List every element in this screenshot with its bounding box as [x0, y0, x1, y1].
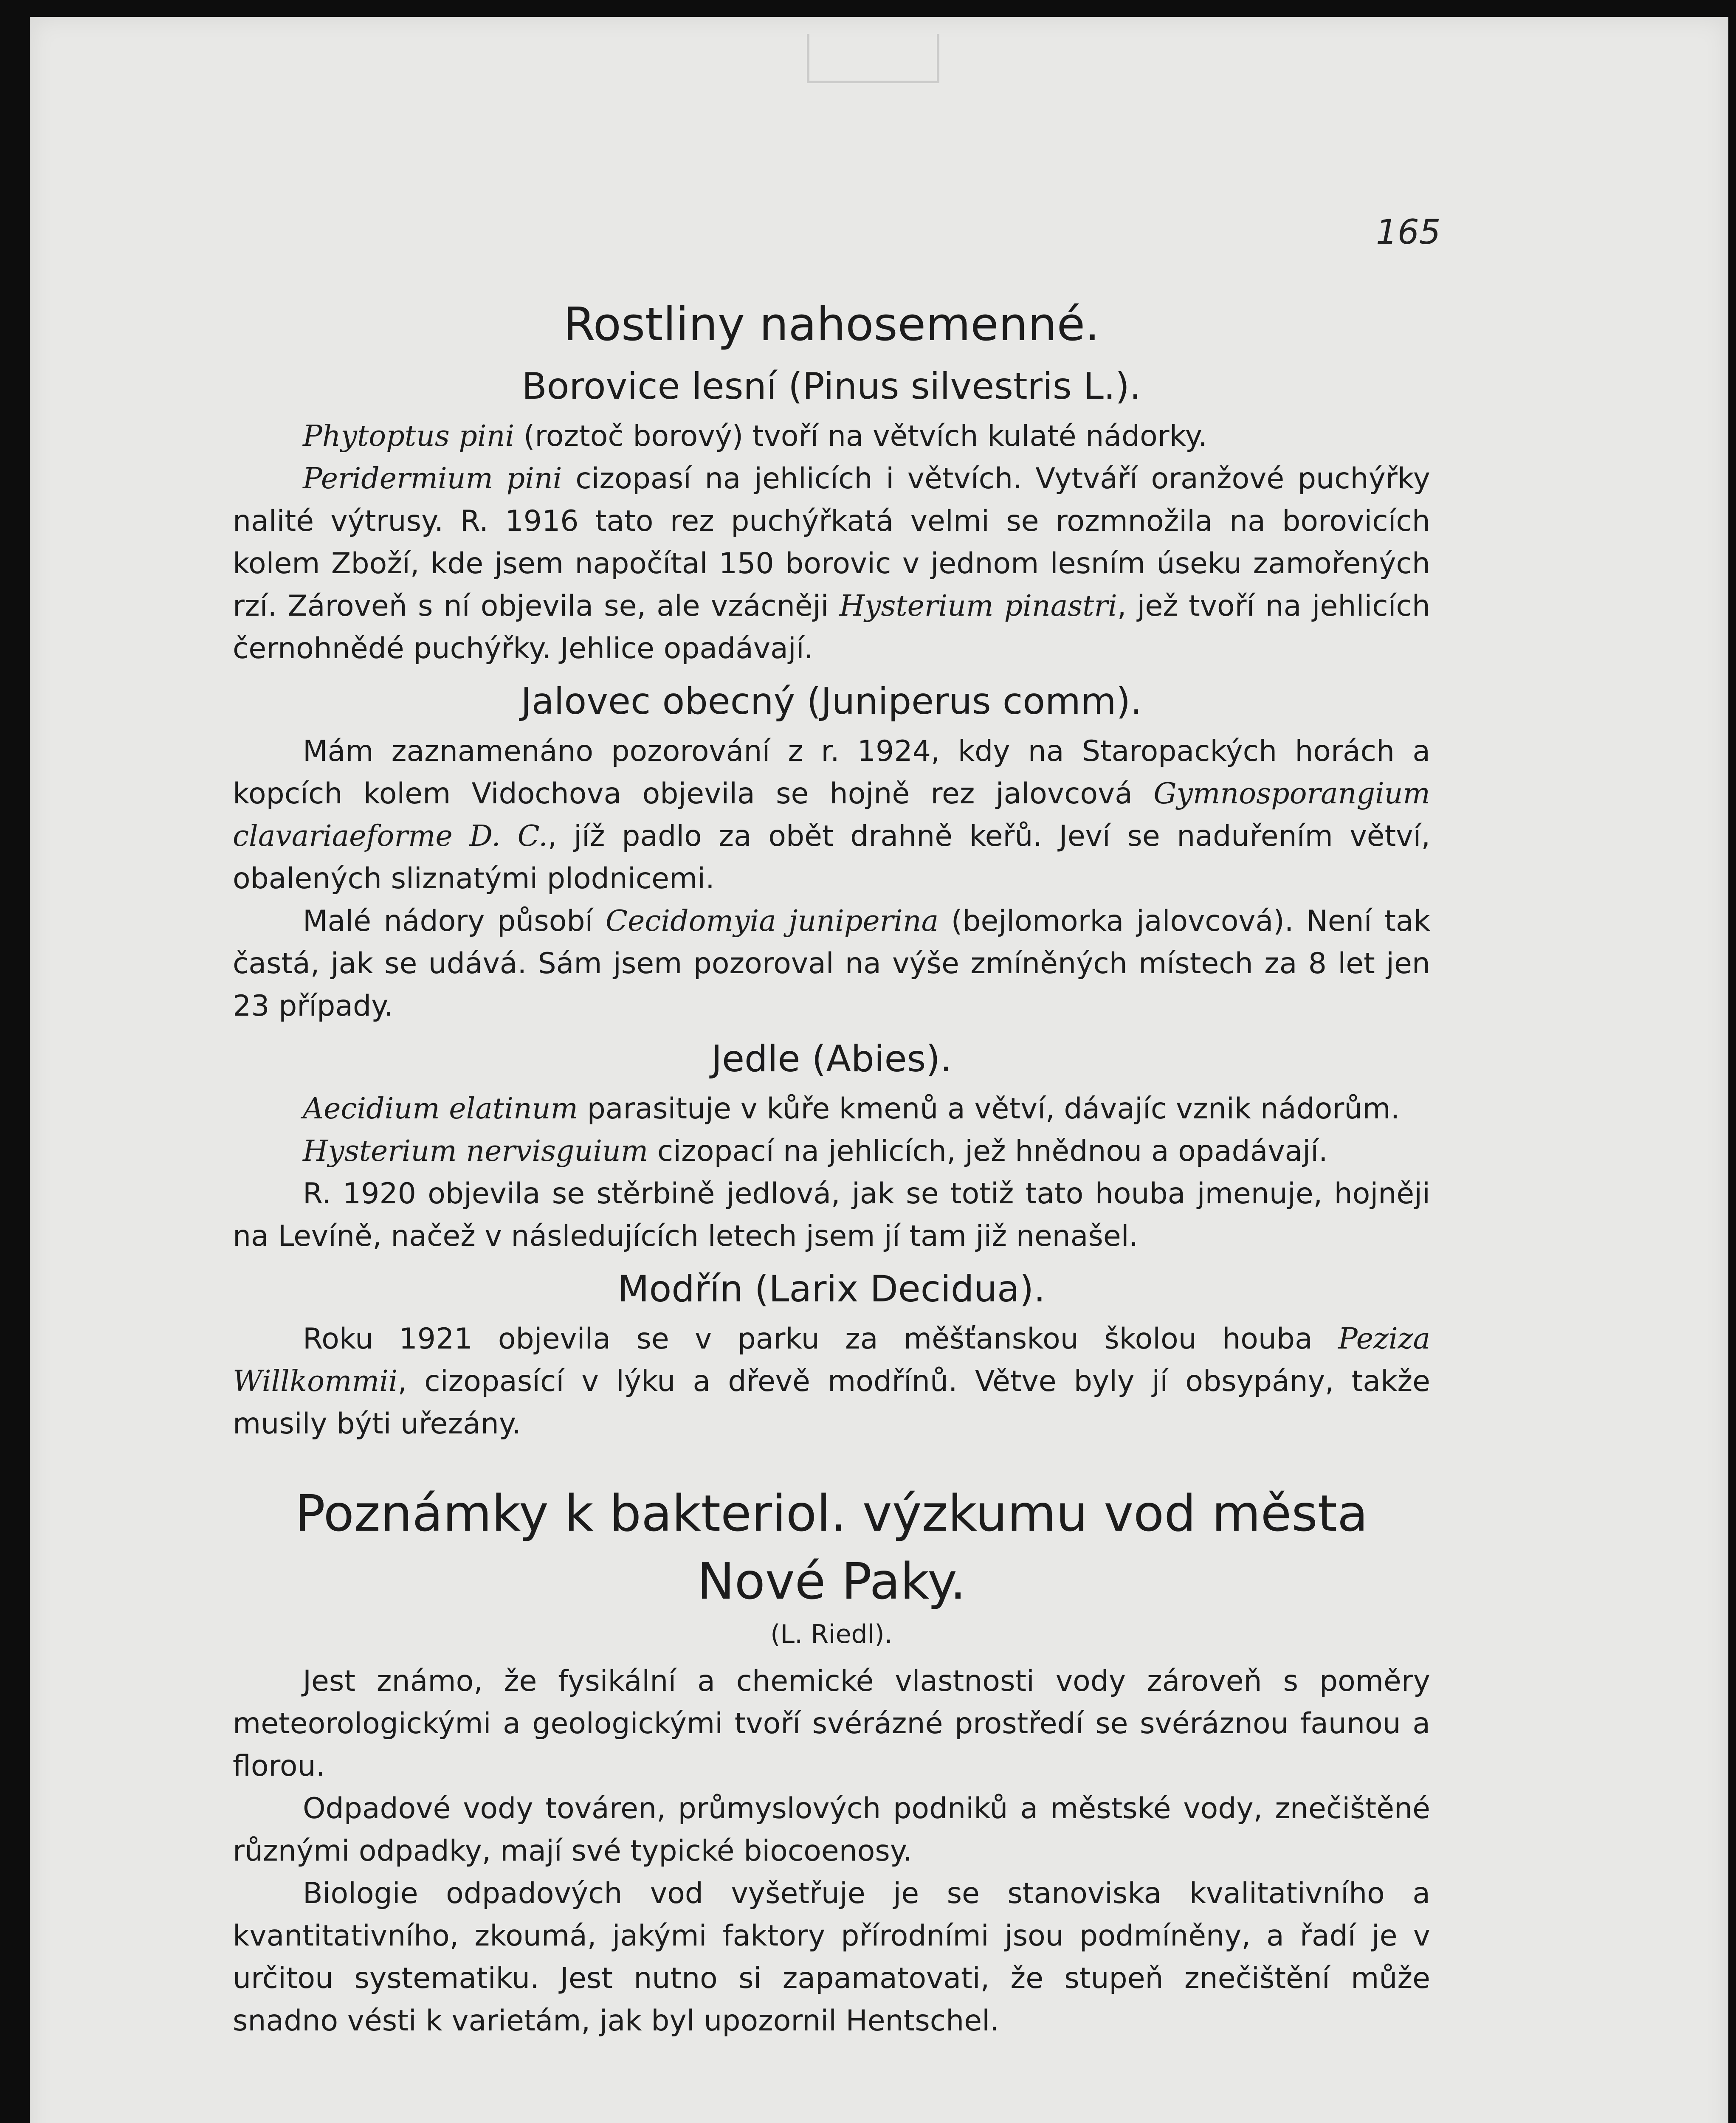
paragraph-peridermium: [233, 458, 1430, 670]
article-title-line2: Nové Paky.: [697, 1552, 966, 1611]
heading-pinus: Borovice lesní (Pinus silvestris L.).: [521, 365, 1141, 408]
paragraph-text: (roztoč borový) tvoří na větvích kulaté nádorky.: [514, 420, 1207, 453]
paragraph-intro: Jest známo, že fysikální a chemické vlastnosti vody zároveň s poměry meteorologickými a geologickými tvoří svérázné prostředí se svéráznou faunou a florou.: [233, 1664, 1430, 1783]
paragraph-hysterium: [233, 1130, 1430, 1173]
latin-name: Peridermium pini: [303, 462, 562, 496]
paragraph-text: , jež tvoří na jehlicích černohnědé puchýřky. Jehlice opadávají.: [233, 589, 1431, 665]
latin-name: Phytoptus pini: [303, 420, 515, 453]
latin-name: Cecidomyia juniperina: [606, 904, 939, 938]
latin-name: Aecidium elatinum: [303, 1092, 578, 1126]
paragraph-text: , cizopasící v lýku a dřevě modřínů. Větve byly jí obsypány, takže musily býti uřezány.: [233, 1365, 1430, 1441]
heading-larix: Modřín (Larix Decidua).: [617, 1268, 1046, 1310]
latin-name: Gymnosporangium clavariaeforme D. C.: [233, 777, 1430, 853]
paragraph-peziza: [233, 1318, 1430, 1445]
paragraph-text: (bejlomorka jalovcová). Není tak častá, jak se udává. Sám jsem pozoroval na výše zmíněných místech za 8 let jen 23 případy.: [233, 904, 1430, 1023]
paragraph-gymnosporangium: [233, 730, 1430, 900]
paragraph-text: Roku 1921 objevila se v parku za měšťanskou školou houba: [303, 1322, 1339, 1356]
article-author: (L. Riedl).: [770, 1619, 893, 1649]
scan-edge: [0, 0, 13, 2123]
page-content: [233, 297, 1430, 2042]
book-page: [30, 17, 1728, 2123]
paragraph-text: cizopasí na jehlicích i větvích. Vytváří oranžové puchýřky nalité výtrusy. R. 1916 tato rez puchýřkatá velmi se rozmnožila na borovicích kolem Zboží, kde jsem napočítal 150 borovic v jednom lesním úseku zamořených rzí. Zároveň s ní objevila se, ale vzácněji: [233, 462, 1430, 623]
paragraph-text: Malé nádory působí: [303, 904, 606, 938]
paragraph-phytoptus: [233, 415, 1430, 458]
heading-juniperus: Jalovec obecný (Juniperus comm).: [521, 680, 1142, 723]
article-title-line1: Poznámky k bakteriol. výzkumu vod města: [295, 1484, 1368, 1543]
paragraph-aecidium: [233, 1088, 1430, 1130]
paragraph-text: parasituje v kůře kmenů a větví, dávajíc vznik nádorům.: [578, 1092, 1400, 1126]
paragraph-cecidomyia: [233, 900, 1430, 1028]
latin-name: Hysterium pinastri: [839, 589, 1117, 623]
paragraph-text: , jíž padlo za obět drahně keřů. Jeví se naduřením větví, obalených sliznatými plodnicemi.: [233, 819, 1430, 895]
paragraph-text: Mám zaznamenáno pozorování z r. 1924, kdy na Staropackých horách a kopcích kolem Vidochova objevila se hojně rez jalovcová: [233, 735, 1430, 811]
page-number: 165: [1376, 212, 1441, 252]
scan-artifact: [807, 34, 939, 83]
latin-name: Hysterium nervisguium: [303, 1135, 648, 1168]
paragraph-levin: R. 1920 objevila se stěrbině jedlová, jak se totiž tato houba jmenuje, hojněji na Levíně, načež v následujících letech jsem jí tam již nenašel.: [233, 1177, 1430, 1253]
paragraph-text: cizopací na jehlicích, jež hnědnou a opadávají.: [648, 1135, 1328, 1168]
article-title: [233, 1479, 1430, 1615]
section-title-gymnosperms: Rostliny nahosemenné.: [563, 298, 1100, 351]
latin-name: Peziza Willkommii: [233, 1322, 1430, 1398]
paragraph-wastewater: Odpadové vody továren, průmyslových podniků a městské vody, znečištěné různými odpadky, mají své typické biocoenosy.: [233, 1792, 1430, 1868]
paragraph-biology: Biologie odpadových vod vyšetřuje je se stanoviska kvalitativního a kvantitativního, zkoumá, jakými faktory přírodními jsou podmíněny, a řadí je v určitou systematiku. Jest nutno si zapamatovati, že stupeň znečištění může snadno vésti k varietám, jak byl upozornil Hentschel.: [233, 1877, 1430, 2038]
heading-abies: Jedle (Abies).: [711, 1038, 952, 1080]
